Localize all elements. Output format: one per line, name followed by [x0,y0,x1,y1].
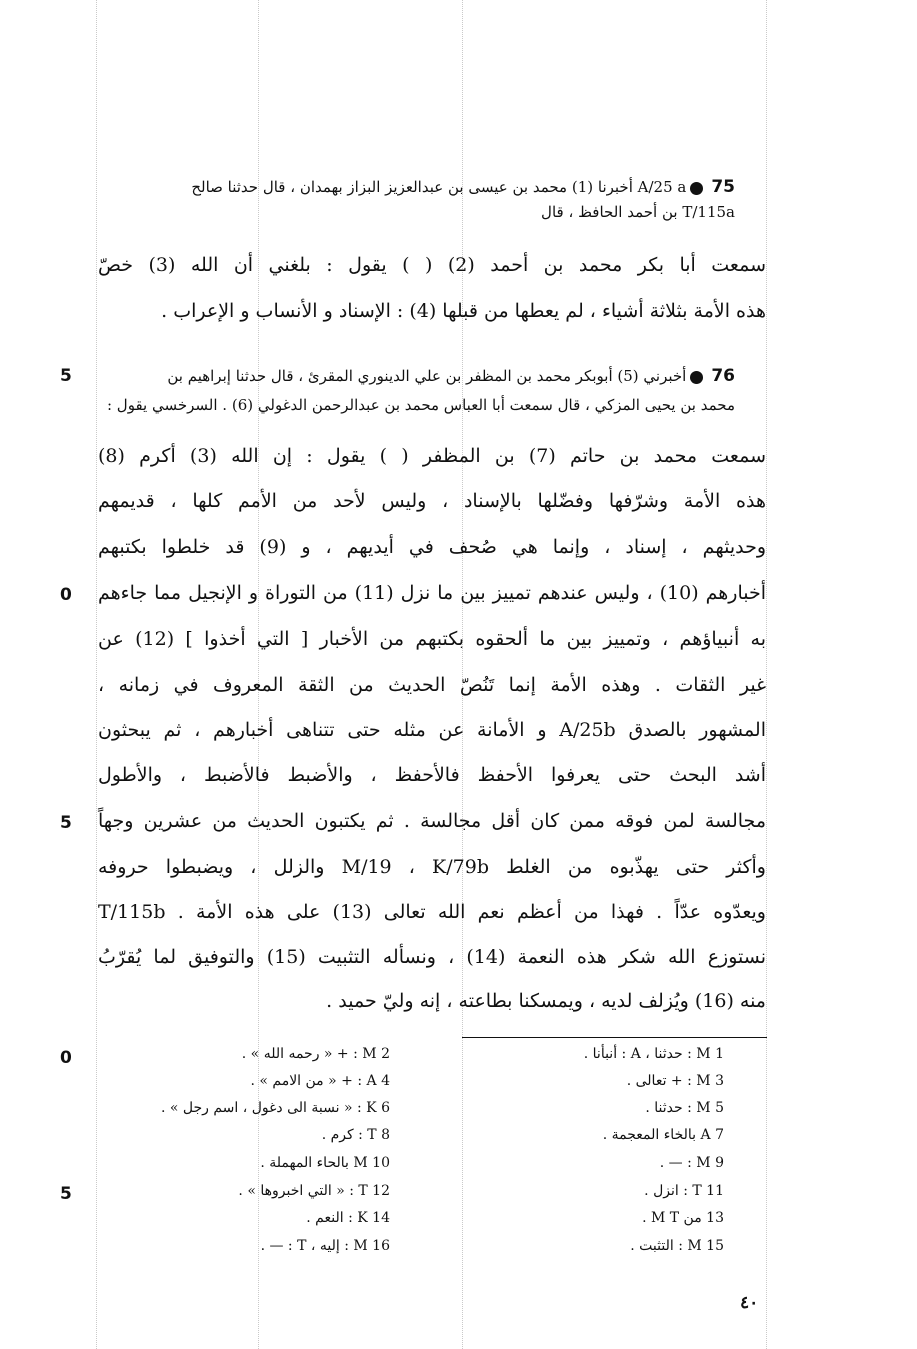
entry-text: محمد بن يحيى المزكي ، قال سمعت أبا العباس محمد بن عبدالرحمن الدغولي (6) . السرخسي يقول : [106,396,735,414]
entry-text: أخبرني (5) أبوبكر محمد بن المظفر بن علي الدينوري المقرئ ، قال حدثنا إبراهيم بن [167,367,687,385]
footnote: 4 A : + « من الامم » . [250,1073,390,1089]
entry-76-line-1 [95,365,735,387]
paragraph-1-line: سمعت أبا بكر محمد بن أحمد (2) ( ) يقول : بلغني أن الله (3) خصّ [98,254,766,276]
entry-75-line-1 [95,176,735,198]
entry-75-line-2 [95,201,735,223]
page-number: ٤٠ [740,1293,759,1313]
margin-line-number: 0 [60,1048,72,1068]
entry-text: A/25 a أخبرنا (1) محمد بن عيسى بن عبدالعزيز البزاز بهمدان ، قال حدثنا صالح [191,178,687,196]
scan-guide-line [766,0,767,1349]
paragraph-2-line: ويعدّوه عدّاً . فهذا من أعظم نعم الله تعالى (13) على هذه الأمة . T/115b [98,901,766,923]
footnote: 11 T : انزل . [644,1183,724,1199]
footnote: 1 M : حدثنا ، A : أنبأنا . [583,1046,724,1062]
margin-line-number: 5 [60,813,72,833]
footnote: 10 M بالحاء المهملة . [260,1155,390,1171]
entry-text: T/115a بن أحمد الحافظ ، قال [541,203,735,221]
paragraph-2-line: نستوزع الله شكر هذه النعمة (14) ، ونسأله التثبيت (15) والتوفيق لما يُقرّبُ [98,946,766,968]
paragraph-2-line: مجالسة لمن فوقه ممن كان أقل مجالسة . ثم يكتبون الحديث من عشرين وجهاً [98,810,766,832]
entry-number: 75 [711,177,735,197]
paragraph-2-line: منه (16) ويُزلف لديه ، ويمسكنا بطاعته ، إنه وليّ حميد . [326,990,766,1012]
paragraph-2-line: وأكثر حتى يهذّبوه من الغلط M/19 ، K/79b والزلل ، ويضبطوا حروفه [98,856,766,878]
paragraph-2-line: أخبارهم (10) ، وليس عندهم تمييز بين ما نزل (11) من التوراة و الإنجيل مما جاءهم [98,582,767,604]
paragraph-2-line: هذه الأمة وشرّفها وفضّلها بالإسناد ، وليس لأحد من الأمم كلها ، قديمهم [98,490,766,512]
paragraph-2-line: وحديثهم ، إسناد ، وإنما هي صُحف في أيديهم ، و (9) قد خلطوا بكتبهم [98,536,767,558]
footnote: 7 A بالخاء المعجمة . [602,1127,724,1143]
footnote: 6 K : « نسبة الى دغول ، اسم رجل » . [160,1100,390,1116]
entry-76-line-2 [95,394,735,416]
bullet-icon [690,371,703,384]
footnote: 2 M : + « رحمه الله » . [241,1046,390,1062]
paragraph-2-line: المشهور بالصدق A/25b و الأمانة عن مثله حتى تتناهى أخبارهم ، ثم يبحثون [98,719,766,741]
footnote: 3 M : + تعالى . [626,1073,724,1089]
footnote: 9 M : — . [659,1155,724,1171]
footnote: 14 K : النعم . [306,1210,390,1226]
footnote: 16 M : إليه ، T : — . [260,1238,390,1254]
margin-line-number: 5 [60,1184,72,1204]
paragraph-1-line: هذه الأمة بثلاثة أشياء ، لم يعطها من قبلها (4) : الإسناد و الأنساب و الإعراب . [161,300,766,322]
bullet-icon [690,182,703,195]
footnote: 12 T : « التي اخبروها » . [238,1183,390,1199]
footnote: 5 M : حدثنا . [645,1100,724,1116]
margin-line-number: 0 [60,585,72,605]
footnote: 13 من M T . [642,1210,724,1226]
paragraph-2-line: سمعت محمد بن حاتم (7) بن المظفر ( ) يقول : إن الله (3) أكرم (8) [98,445,766,467]
paragraph-2-line: غير الثقات . وهذه الأمة إنما تَنُصّ الحديث من الثقة المعروف في زمانه ، [98,674,766,696]
footnote: 15 M : التثبت . [630,1238,724,1254]
entry-number: 76 [711,366,735,386]
paragraph-2-line: به أنبياؤهم ، وتمييز بين ما ألحقوه بكتبهم من الأخبار [ التي أخذوا ] (12) عن [98,628,766,650]
paragraph-2-line: أشد البحث حتى يعرفوا الأحفظ فالأحفظ ، والأضبط فالأضبط ، والأطول [98,764,766,786]
footnote: 8 T : كرم . [321,1127,390,1143]
footnote-divider [462,1037,767,1038]
margin-line-number: 5 [60,366,72,386]
